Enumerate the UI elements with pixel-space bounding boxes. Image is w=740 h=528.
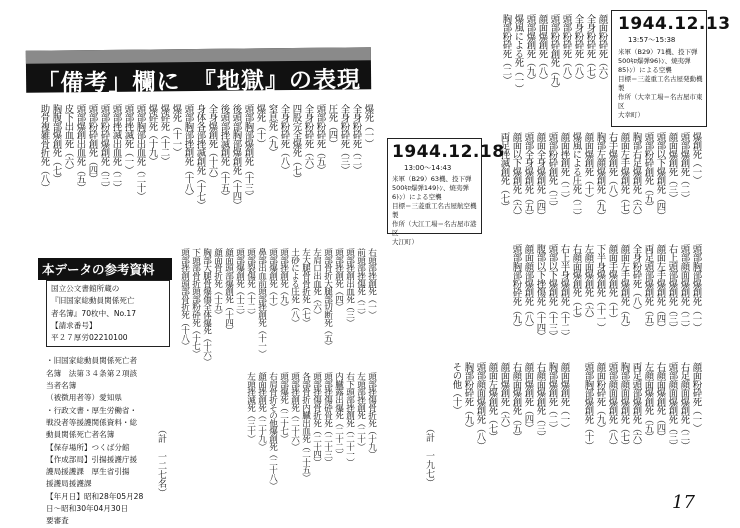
casualty-entry: 全身爆創死（十六） — [206, 104, 218, 184]
reference-box — [46, 280, 170, 347]
reference-line: ・行政文書・厚生労働省・ — [46, 405, 138, 415]
raid-date: 1944.12.13 — [618, 14, 731, 34]
casualty-entry: 頭部爆創出血死（五） — [74, 104, 86, 192]
casualty-entry: 顔面爆創死（八） — [536, 14, 548, 85]
casualty-entry: 四股完全爆死（七） — [290, 104, 302, 184]
casualty-entry: 頭部胸部粉砕死（九） — [510, 244, 522, 332]
page-number: 17 — [672, 492, 695, 513]
reference-line: 【請求番号】 — [51, 320, 97, 330]
reference-line: 要審査 — [46, 516, 69, 526]
casualty-entry: 頭部粉砕創死（五） — [642, 132, 654, 212]
casualty-entry: 右頭部挫創死（一） — [366, 248, 377, 319]
reference-line: 日～昭和30年04月30日 — [46, 504, 129, 514]
raid-line: 85ﾄﾝ）による空襲 — [618, 66, 672, 74]
casualty-entry: 顔面挫創死（二十九） — [256, 372, 267, 451]
casualty-entry: 全身粉砕死（三） — [338, 104, 350, 175]
casualty-entry: 皮下出血死（六） — [62, 104, 74, 175]
casualty-entry: 顔面顔部爆創死（八） — [522, 244, 534, 332]
casualty-entry: 頭部骨折大腿部切断死（五） — [322, 248, 333, 350]
raid-line: 目標＝三菱重工名古屋発動機製 — [618, 75, 703, 92]
raid-line: 大幸町） — [618, 111, 644, 119]
casualty-entry: 顔面全身爆創死（四） — [534, 132, 546, 220]
casualty-entry: 土砂による圧死（八） — [289, 248, 300, 327]
casualty-entry: 頭部爆創死（十三） — [234, 248, 245, 319]
casualty-entry: 顔面左手爆創死（七） — [618, 132, 630, 220]
casualty-entry: 胸部大腿骨爆傷全体爆死（十六） — [201, 248, 212, 366]
casualty-entry: 頭部挫傷骨折死（二十四） — [311, 372, 322, 466]
casualty-entry: 右上半身爆創死（十二） — [558, 244, 570, 341]
casualty-entry: 各部骨折内臓出血死（二十五） — [300, 372, 311, 482]
casualty-entry: 顔面左爆創死（七） — [486, 362, 498, 442]
casualty-entry: 頭部挫滅出血死（二） — [110, 104, 122, 192]
casualty-entry: 頭部以下爆創死（十三） — [546, 244, 558, 341]
total-count-middle: （計 一二七名） — [156, 425, 166, 497]
casualty-entry: 圧死（四） — [326, 104, 338, 148]
casualty-entry: 右肩骨折その他爆創死（二十八） — [267, 372, 278, 490]
casualty-entry: 顔面左手爆創死（四） — [654, 244, 666, 332]
casualty-entry: 頭部胸部爆創死（十） — [582, 362, 594, 450]
casualty-entry: 両足頭部爆創死（五） — [642, 244, 654, 332]
casualty-entry: 左顔面爆創死（五） — [642, 362, 654, 442]
raid-line: 作所（大幸工場＝名古屋市東区 — [618, 93, 703, 110]
casualty-entry: 頭部粉砕創死（三） — [546, 132, 558, 212]
casualty-entry: 頭部胸部爆創死（一） — [690, 244, 702, 332]
reference-line: 『旧国家総動員関係死亡 — [51, 296, 135, 306]
title-banner — [26, 47, 371, 97]
casualty-entry: 胸部右足爆創死（六） — [630, 132, 642, 220]
raid-line: 目標＝三菱重工名古屋航空機製 — [392, 202, 477, 219]
casualty-entry: 胸部顔面爆創死（七） — [618, 362, 630, 450]
casualty-entry: 顔面挫創死（二） — [558, 132, 570, 203]
raid-line: 500ｷﾛ爆弾149ﾄﾝ、焼夷弾 — [392, 184, 469, 192]
casualty-entry: 頭部胸部挫創死（十八） — [182, 104, 194, 201]
casualty-entry: 顔面爆創死（六） — [498, 362, 510, 433]
casualty-entry: 顔面爆創死（一） — [558, 362, 570, 433]
reference-line: 者名簿』70枚中、No.17 — [51, 308, 137, 318]
casualty-entry: 頭部挫創死（九） — [278, 248, 289, 311]
casualty-entry: 頭部挫創頭部骨折死（十八） — [179, 248, 190, 350]
casualty-entry: 顔面粉砕死（一） — [690, 362, 702, 433]
casualty-entry: 頭部爆創死（十） — [267, 248, 278, 311]
casualty-entry: 右足顔面爆創死（二） — [678, 362, 690, 450]
casualty-entry: 顔面爆創死（十） — [582, 132, 594, 203]
casualty-entry: 頭部顔面爆創死（八） — [474, 362, 486, 450]
casualty-entry: 右上頭部爆創死（三） — [666, 244, 678, 332]
casualty-entry: 頭部顔面爆創死（八） — [606, 362, 618, 450]
casualty-entry: 前頭部挫傷死（二） — [355, 248, 366, 319]
reference-line: ・旧国家総動員関係死亡者 — [46, 356, 138, 366]
casualty-entry: 右顔面爆創死（七） — [570, 244, 582, 324]
reference-header: 本データの参考資料 — [38, 258, 172, 280]
casualty-entry: 頭部爆創死（二） — [678, 132, 690, 203]
casualty-entry: 胸部爆創死（二） — [546, 362, 558, 433]
reference-detail — [46, 355, 172, 527]
casualty-entry: 右顔面爆創死（三） — [534, 362, 546, 442]
casualty-entry: 胸腹部爆創死（七） — [50, 104, 62, 184]
casualty-entry: 顔面以下爆創死（六） — [510, 132, 522, 220]
casualty-entry: 頭部挫創出血死（三） — [344, 248, 355, 327]
raid-line: 作所（大江工場＝名古屋市港区 — [392, 220, 477, 237]
reference-line: 【作成部局】引揚援護庁援 — [46, 454, 138, 464]
reference-line: 戦没者等援護関係資料・総 — [46, 417, 138, 427]
casualty-entry: 頭部爆死（二十七） — [278, 372, 289, 443]
raid-date: 1944.12.18 — [392, 142, 505, 162]
casualty-entry: 頭部裂傷死（十二） — [245, 248, 256, 319]
raid-line: 6ﾄﾝ）による空襲 — [392, 193, 442, 201]
casualty-entry: 爆風による死（一） — [512, 14, 524, 94]
total-count-right: （計 一九七） — [424, 424, 434, 487]
casualty-entry: 爆死（一） — [362, 104, 374, 148]
casualty-entry: 頭部胸部出血死（二十） — [134, 104, 146, 201]
casualty-entry: 右下頭部挫創死（二十一） — [344, 372, 355, 466]
casualty-entry: 頭部胸部爆創死（十三） — [242, 104, 254, 201]
casualty-entry: 左肩口出血死（六） — [311, 248, 322, 319]
reference-line: 動員関係死亡者名簿 — [46, 430, 115, 440]
casualty-entry: 爆風による圧死（二） — [570, 132, 582, 220]
casualty-entry: 爆創死（一） — [690, 132, 702, 185]
casualty-entry: 内臓露出爆死（二十二） — [333, 372, 344, 458]
reference-line: 当者名簿 — [46, 381, 77, 391]
raid-line: 米軍（B29）63機、投下弾 — [392, 175, 472, 183]
casualty-entry: 身体各部挫滅創死（十七） — [194, 104, 206, 210]
casualty-entry: 頭部粉砕爆創死（三） — [98, 104, 110, 192]
casualty-entry: 右顔面爆創死（四） — [654, 362, 666, 442]
casualty-entry: 顔面粉砕死（六） — [596, 14, 608, 85]
casualty-entry: 頭部挫創死（二十六） — [289, 372, 300, 451]
casualty-entry: 窒息死（九） — [266, 104, 278, 157]
raid-line: 米軍（B29）71機、投下弾 — [618, 48, 698, 56]
casualty-entry: 胸部粉砕死（九） — [462, 362, 474, 433]
casualty-entry: 顔面爆創死（三） — [666, 132, 678, 203]
casualty-entry: 両足頭部爆創死（六） — [630, 362, 642, 450]
casualty-entry: 全身粉砕死（六） — [302, 104, 314, 175]
casualty-entry: 後頭部胸部爆創死（十四） — [230, 104, 242, 210]
casualty-entry: 後頭部挫滅創死（十五） — [218, 104, 230, 201]
reference-section — [38, 258, 172, 528]
reference-line: 国立公文書館所蔵の — [51, 284, 120, 293]
casualty-entry: 全身粉砕死（八） — [572, 14, 584, 85]
casualty-entry: 胸部左顔爆創死（九） — [594, 132, 606, 220]
casualty-entry: 爆砕死（十九） — [146, 104, 158, 166]
casualty-entry: 右手爆創死（八） — [606, 132, 618, 203]
casualty-entry: その他（十） — [450, 362, 462, 415]
casualty-entry: 左大腿骨骨折死（七） — [300, 248, 311, 327]
casualty-entry: 全身粉砕死（七） — [584, 14, 596, 85]
casualty-entry: 顔面頭部爆創死（十四） — [223, 248, 234, 334]
casualty-entry: 頭部爆創死（九） — [524, 14, 536, 85]
reference-line: 平２７厚労02210100 — [51, 333, 128, 343]
raid-info-box-1213 — [611, 10, 731, 127]
casualty-entry: 頭部粉砕創死（四） — [86, 104, 98, 184]
casualty-entry: 胸部粉砕死（二） — [500, 14, 512, 85]
casualty-entry: 爆死（十） — [254, 104, 266, 148]
casualty-entry: 全身粉砕死（八） — [630, 244, 642, 315]
raid-line: 大江町） — [392, 238, 418, 246]
casualty-entry: 爆砕死（十二） — [158, 104, 170, 166]
reference-line: （被徴用者等）愛知県 — [46, 393, 122, 403]
casualty-entry: 助骨複雑骨折死（八） — [38, 104, 50, 192]
reference-line: 【年月日】昭和28年05月28 — [46, 491, 144, 501]
casualty-entry: 頭部粉砕創死（九） — [548, 14, 560, 94]
casualty-entry: 右顔面爆創死（五） — [510, 362, 522, 442]
casualty-entry: 頭部挫創死（四） — [333, 248, 344, 311]
raid-time: 13:57～15:38 — [628, 36, 676, 44]
casualty-entry: 頭部粉砕死（五） — [314, 104, 326, 175]
raid-time: 13:00～14:43 — [404, 164, 452, 172]
casualty-entry: 顔面骨折死（十五） — [212, 248, 223, 319]
casualty-entry: 爆死（十一） — [170, 104, 182, 157]
casualty-entry: 顔面爆創死（四） — [522, 362, 534, 433]
casualty-entry: 頭部顔面爆創死（三） — [666, 362, 678, 450]
reference-line: 【保存場所】つくば分館 — [46, 442, 130, 452]
reference-line: 名簿 法第３４条第２項該 — [46, 368, 138, 378]
reference-line: 護局援護課 厚生省引揚 — [46, 467, 130, 477]
casualty-entry: 頭部挫傷骨折死（十九） — [366, 372, 377, 458]
casualty-entry: 鼻部出血前頭部挫創死（十一） — [256, 248, 267, 358]
casualty-entry: 下半身爆創死（十一） — [594, 244, 606, 332]
casualty-entry: 頭部全身爆創死（五） — [522, 132, 534, 220]
casualty-entry: 全身粉砕死（二） — [350, 104, 362, 175]
casualty-entry: 頭部顔面爆創死（二） — [678, 244, 690, 332]
casualty-entry: 顔面手爆創死（十） — [606, 244, 618, 324]
casualty-entry: 下頭部骨折頭部粉砕死（十七） — [190, 248, 201, 358]
casualty-entry: 頭部以下爆創死（四） — [654, 132, 666, 220]
casualty-entry: 全身粉砕死（八） — [278, 104, 290, 175]
casualty-entry: 左頭挫滅死（三十） — [245, 372, 256, 443]
casualty-entry: 頭部粉砕死（八） — [560, 14, 572, 85]
casualty-entry: 左頭部挫創死（二十） — [355, 372, 366, 451]
casualty-entry: 腹部以下挫傷死（十四） — [534, 244, 546, 341]
casualty-entry: 顔面粉砕死（九） — [594, 362, 606, 433]
reference-line: 援護局援護課 — [46, 479, 92, 489]
casualty-entry: 頭部挫滅死（一） — [122, 104, 134, 175]
casualty-entry: 両足挫滅創死（七） — [498, 132, 510, 212]
casualty-entry: 頭部挫傷砕骨死（二十三） — [322, 372, 333, 466]
page-title: 「備考」欄に 『地獄』の表現 — [36, 67, 362, 97]
casualty-entry: 左顔面爆創死（六） — [582, 244, 594, 324]
casualty-entry: 顔面左手爆創死（九） — [618, 244, 630, 332]
raid-line: 500ｷﾛ爆弾96ﾄﾝ、焼夷弾 — [618, 57, 691, 65]
